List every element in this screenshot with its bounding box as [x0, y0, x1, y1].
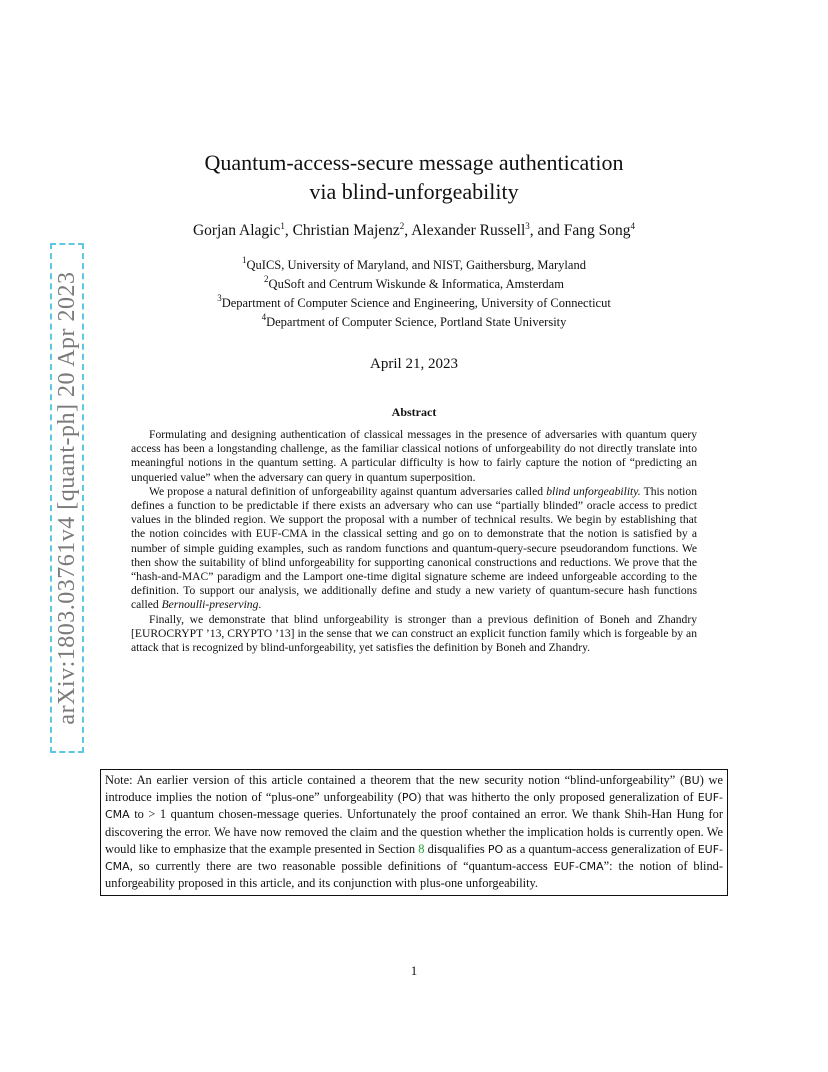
paper-title	[0, 148, 828, 206]
affiliation-line	[0, 313, 828, 332]
section-reference-link[interactable]: 8	[418, 841, 425, 856]
page-number: 1	[410, 963, 418, 978]
note-text: ”: the notion of blind-unforgeability proposed in this article, and its conjunction with plus-one unforgeability.	[105, 859, 723, 891]
abstract-text: This notion defines a function to be predictable if there exists an adversary who can use “partially blinded” oracle access to predict values in the blinded region. We support the proposal with a number of technical results. We begin by establishing that the notion coincides with EUF-CMA in the classical setting and go on to demonstrate that the notion is satisfied by a number of simple guiding examples, such as random functions and quantum-query-secure pseudorandom functions. We then show the suitability of blind unforgeability for supporting canonical constructions and reductions. We prove that the “hash-and-MAC” paradigm and the Lamport one-time digital signature scheme are indeed unforgeable according to the definition. To support our analysis, we additionally define and study a new variety of quantum-secure hash functions called	[131, 484, 697, 612]
abstract-body	[131, 428, 697, 655]
abstract-paragraph: Formulating and designing authentication of classical messages in the presence of adversaries with quantum query access has been a longstanding challenge, as the familiar classical notions of unforgeability do not directly translate into meaningful notions in the quantum setting. A particular difficulty is how to fairly capture the notion of “predicting an unqueried value” when the adversary can query in quantum superposition.	[131, 428, 697, 484]
abstract-text: .	[258, 598, 262, 612]
abstract-text: We propose a natural definition of unforgeability against quantum adversaries called	[149, 484, 547, 498]
affiliation-list	[0, 256, 828, 332]
author-name: Christian Majenz	[292, 222, 400, 239]
affiliation-line	[0, 294, 828, 313]
abstract-paragraph	[131, 485, 697, 613]
author-name: Fang Song	[563, 222, 631, 239]
affiliation-text: Department of Computer Science, Portland State University	[266, 315, 567, 329]
author-affiliation-mark: 3	[525, 221, 530, 231]
note-term: EUF-CMA	[105, 791, 723, 822]
affiliation-line	[0, 256, 828, 275]
note-text: ) that was hitherto the only proposed generalization of	[417, 790, 698, 805]
note-text: as a quantum-access generalization of	[503, 841, 698, 856]
affiliation-line	[0, 275, 828, 294]
note-text: ) we introduce implies the notion of “plus-one” unforgeability (	[105, 773, 724, 805]
title-line-1: Quantum-access-secure message authentication	[204, 150, 624, 175]
note-term: EUF-CMA	[553, 860, 604, 874]
author-affiliation-mark: 1	[280, 221, 285, 231]
note-text: to > 1 quantum chosen-message queries. Unfortunately the proof contained an error. We thank Shih-Han Hung for discovering the error. We have now removed the claim and the question whether the implication holds is currently open. We would like to emphasize that the example presented in Section	[105, 807, 723, 856]
author-separator: ,	[284, 222, 293, 239]
abstract-emphasis: Bernoulli-preserving	[161, 598, 259, 612]
author-name: Gorjan Alagic	[192, 222, 281, 239]
abstract-emphasis: blind unforgeability.	[546, 484, 641, 498]
affiliation-mark: 3	[217, 293, 222, 303]
note-text: Note: An earlier version of this article contained a theorem that the new security notion “blind-unforgeability” (	[105, 773, 685, 787]
note-term: PO	[487, 842, 504, 856]
abstract-heading: Abstract	[391, 405, 437, 419]
affiliation-text: QuSoft and Centrum Wiskunde & Informatica, Amsterdam	[268, 277, 564, 291]
note-text: disqualifies	[424, 841, 488, 856]
note-text: , so currently there are two reasonable possible definitions of “quantum-access	[129, 859, 554, 874]
note-term: BU	[684, 774, 700, 787]
note-term: EUF-CMA	[105, 842, 723, 874]
affiliation-mark: 4	[261, 312, 267, 322]
erratum-note-box	[100, 769, 728, 896]
affiliation-text: QuICS, University of Maryland, and NIST, Gaithersburg, Maryland	[246, 258, 586, 272]
author-affiliation-mark: 4	[630, 221, 636, 231]
author-separator: , and	[529, 222, 564, 239]
publication-date: April 21, 2023	[370, 356, 458, 372]
arxiv-identifier-stamp: arXiv:1803.03761v4 [quant-ph] 20 Apr 2023	[50, 243, 84, 753]
author-list	[0, 222, 828, 240]
author-affiliation-mark: 2	[399, 221, 405, 231]
affiliation-mark: 1	[242, 255, 247, 265]
note-term: PO	[401, 791, 418, 805]
title-line-2: via blind-unforgeability	[309, 179, 519, 204]
affiliation-text: Department of Computer Science and Engineering, University of Connecticut	[221, 296, 611, 310]
author-name: Alexander Russell	[411, 222, 526, 239]
author-separator: ,	[404, 222, 412, 239]
affiliation-mark: 2	[264, 274, 269, 284]
abstract-paragraph: Finally, we demonstrate that blind unforgeability is stronger than a previous definition of Boneh and Zhandry [EUROCRYPT ’13, CRYPTO ’13] in the sense that we can construct an explicit function family which is forgeable by an attack that is recognized by blind-unforgeability, yet satisfies the definition by Boneh and Zhandry.	[131, 612, 697, 655]
